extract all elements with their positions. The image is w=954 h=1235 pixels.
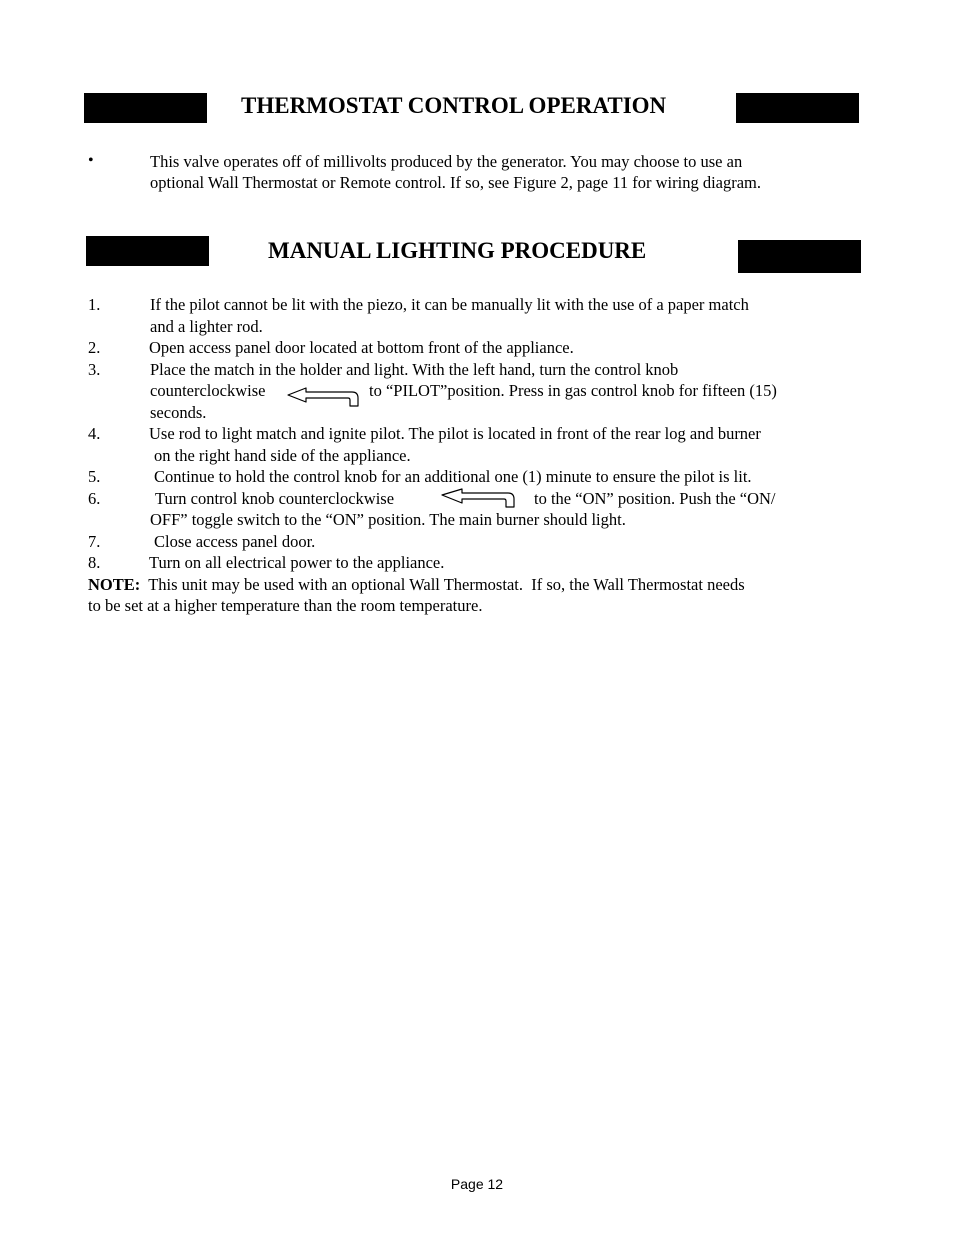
step-text: Turn on all electrical power to the appliance. bbox=[149, 553, 445, 572]
step-text: seconds. bbox=[150, 403, 207, 422]
bullet-text-line1: This valve operates off of millivolts produced by the generator. You may choose to use an bbox=[150, 152, 743, 171]
bullet-text-line2: optional Wall Thermostat or Remote control. If so, see Figure 2, page 11 for wiring diagram. bbox=[150, 173, 762, 192]
step-text: Turn control knob counterclockwise bbox=[155, 489, 395, 508]
section-title-thermostat: THERMOSTAT CONTROL OPERATION bbox=[241, 93, 667, 118]
step-text: and a lighter rod. bbox=[150, 317, 263, 336]
note-label: NOTE: bbox=[88, 575, 141, 594]
step-text: counterclockwise bbox=[150, 381, 266, 400]
step-number: 8. bbox=[88, 553, 101, 572]
step-number: 4. bbox=[88, 424, 101, 443]
heading-bar-right-2 bbox=[738, 240, 861, 273]
step-text: If the pilot cannot be lit with the piezo, it can be manually lit with the use of a paper match bbox=[150, 295, 749, 314]
step-number: 1. bbox=[88, 295, 101, 314]
step-number: 6. bbox=[88, 489, 101, 508]
heading-bar-right bbox=[736, 93, 859, 123]
note-text: This unit may be used with an optional Wall Thermostat. If so, the Wall Thermostat needs bbox=[140, 575, 745, 594]
counterclockwise-arrow-icon bbox=[286, 386, 360, 408]
step-text: on the right hand side of the appliance. bbox=[154, 446, 411, 465]
step-text: Close access panel door. bbox=[154, 532, 316, 551]
step-text: to “PILOT”position. Press in gas control knob for fifteen (15) bbox=[369, 381, 777, 400]
step-number: 2. bbox=[88, 338, 101, 357]
step-text: Open access panel door located at bottom front of the appliance. bbox=[149, 338, 574, 357]
step-number: 5. bbox=[88, 467, 101, 486]
step-text: to the “ON” position. Push the “ON/ bbox=[534, 489, 776, 508]
heading-bar-left-2 bbox=[86, 236, 209, 266]
heading-bar-left bbox=[84, 93, 207, 123]
step-text: Continue to hold the control knob for an additional one (1) minute to ensure the pilot is lit. bbox=[154, 467, 752, 486]
page-number: Page 12 bbox=[450, 1176, 504, 1192]
section-title-manual-lighting: MANUAL LIGHTING PROCEDURE bbox=[268, 238, 647, 263]
step-number: 3. bbox=[88, 360, 101, 379]
step-text: Place the match in the holder and light. With the left hand, turn the control knob bbox=[150, 360, 679, 379]
step-number: 7. bbox=[88, 532, 101, 551]
note-line2: to be set at a higher temperature than the room temperature. bbox=[88, 596, 483, 615]
note-line1 bbox=[88, 575, 745, 595]
step-text: Use rod to light match and ignite pilot. The pilot is located in front of the rear log and burner bbox=[149, 424, 761, 443]
bullet-dot-icon: • bbox=[88, 152, 94, 169]
step-text: OFF” toggle switch to the “ON” position. The main burner should light. bbox=[150, 510, 626, 529]
counterclockwise-arrow-icon bbox=[440, 488, 516, 510]
